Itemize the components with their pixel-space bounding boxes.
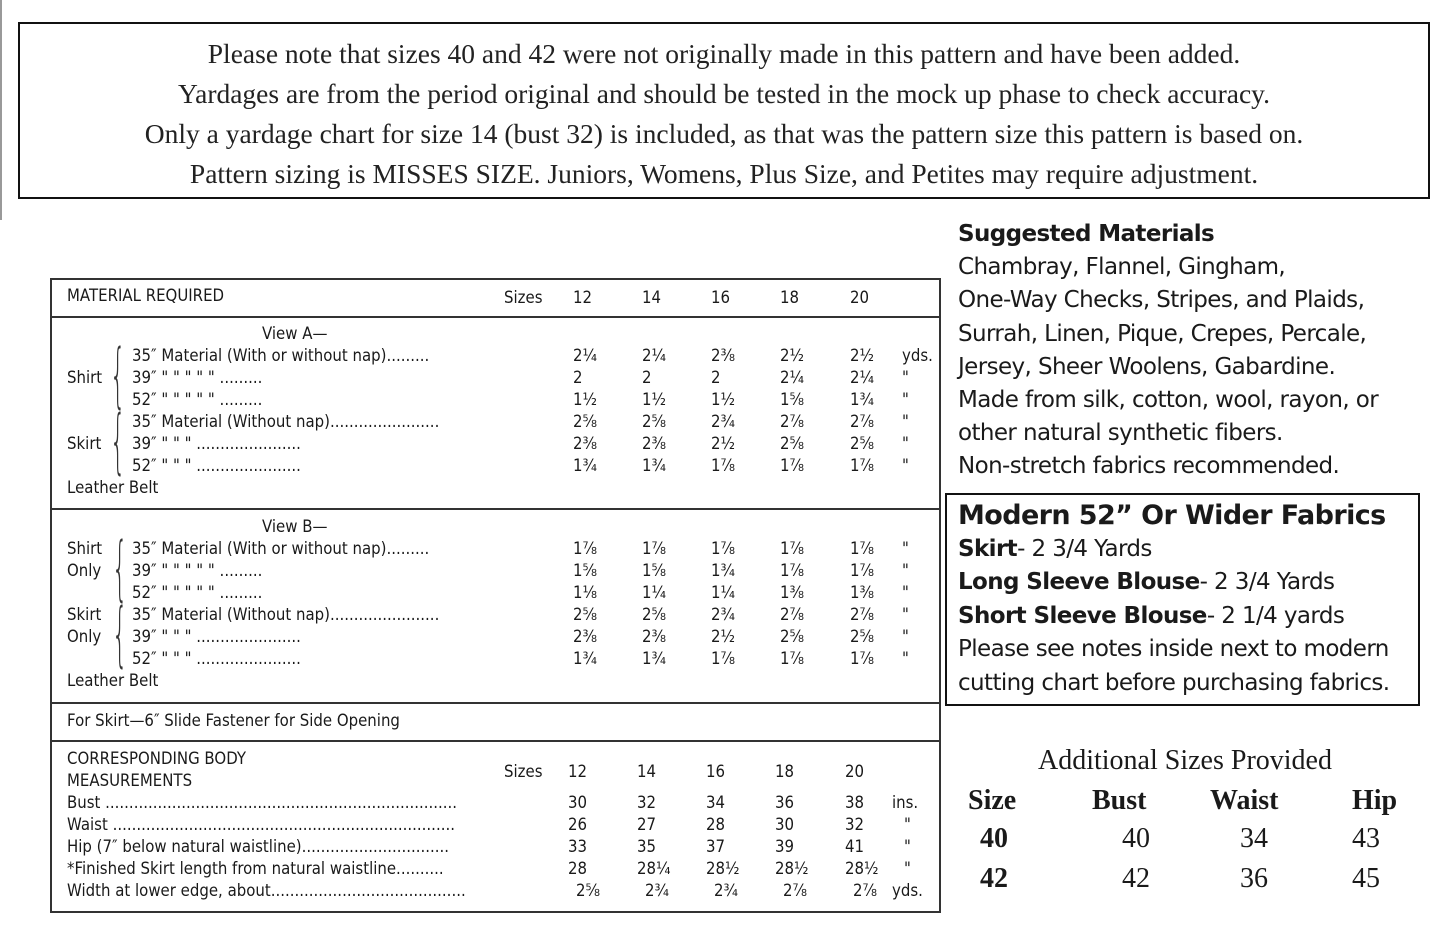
measurement-value: 26 (568, 815, 588, 835)
row-label: 35″ Material (Without nap)....................... (132, 605, 440, 625)
note-line: Only a yardage chart for size 14 (bust 32) is included, as that was the pattern size this pattern is based on. (144, 118, 1304, 149)
size-header: 16 (706, 762, 726, 782)
row-label: 52″ " " " ...................... (132, 649, 301, 669)
note-line: Pattern sizing is MISSES SIZE. Juniors, Womens, Plus Size, and Petites may require adjustment. (189, 158, 1259, 189)
yardage-value: 1¼ (642, 583, 667, 603)
measurement-label: Bust .......................................................................... (67, 793, 458, 813)
yardage-value: 2 (573, 368, 583, 388)
yardage-value: 1¾ (850, 390, 875, 410)
measurement-value: 34 (706, 793, 726, 813)
yardage-value: 1¼ (711, 583, 736, 603)
additional-cell: 45 (1352, 863, 1380, 894)
yardage-value: 2½ (780, 346, 805, 366)
brace-icon: { (112, 593, 128, 675)
unit-label: " (902, 539, 909, 559)
size-header: 18 (775, 762, 795, 782)
unit-label: " (902, 605, 909, 625)
measurement-value: 2¾ (645, 881, 670, 901)
divider (52, 508, 939, 510)
yardage-value: 2⅝ (780, 627, 805, 647)
yardage-value: 1⅜ (850, 583, 875, 603)
yardage-value: 1¾ (711, 561, 736, 581)
yardage-value: 1⅞ (850, 561, 875, 581)
measurement-value: 2⅝ (576, 881, 601, 901)
modern-title: Modern 52” Or Wider Fabrics (958, 500, 1386, 531)
suggested-line: Made from silk, cotton, wool, rayon, or (958, 387, 1379, 414)
measurement-label: Hip (7″ below natural waistline)............................... (67, 837, 450, 857)
size-header: 12 (568, 762, 588, 782)
yardage-value: 2⅝ (642, 412, 667, 432)
view-heading: View A— (262, 324, 328, 344)
yardage-value: 1⅞ (573, 539, 598, 559)
yardage-value: 1⅞ (642, 539, 667, 559)
yardage-value: 2⅜ (573, 434, 598, 454)
group-label: Shirt (67, 368, 103, 388)
unit-label: " (902, 561, 909, 581)
divider (52, 740, 939, 742)
brace-icon: { (110, 400, 126, 482)
group-label: Skirt (67, 434, 102, 454)
additional-cell: 40 (980, 823, 1008, 854)
yardage-value: 2¼ (573, 346, 598, 366)
modern-item: Short Sleeve Blouse- 2 1/4 yards (958, 602, 1345, 629)
row-label: 35″ Material (With or without nap)......... (132, 539, 430, 559)
row-label: 39″ " " " ...................... (132, 627, 301, 647)
measurement-value: 27 (637, 815, 657, 835)
size-header: 20 (845, 762, 865, 782)
unit-label: " (902, 583, 909, 603)
row-label: 39″ " " " " " ......... (132, 561, 263, 581)
divider (52, 702, 939, 704)
yardage-value: 1⅛ (573, 583, 598, 603)
yardage-value: 2¾ (711, 605, 736, 625)
additional-cell: 40 (1122, 823, 1150, 854)
sizing-note-box (18, 22, 1430, 199)
measurement-value: 28½ (775, 859, 809, 879)
yardage-value: 2¾ (711, 412, 736, 432)
leather-belt-label: Leather Belt (67, 478, 159, 498)
yardage-value: 1⅝ (780, 390, 805, 410)
table-title: MATERIAL REQUIRED (67, 286, 225, 306)
yardage-value: 2⅜ (642, 627, 667, 647)
suggested-line: Non-stretch fabrics recommended. (958, 453, 1340, 480)
yardage-value: 2⅞ (850, 605, 875, 625)
yardage-value: 2⅝ (850, 434, 875, 454)
unit-label: " (902, 649, 909, 669)
yardage-value: 1⅝ (573, 561, 598, 581)
suggested-line: Surrah, Linen, Pique, Crepes, Percale, (958, 320, 1367, 347)
row-label: 39″ " " " ...................... (132, 434, 301, 454)
unit-label: " (904, 859, 911, 879)
yardage-value: 1⅞ (850, 539, 875, 559)
yardage-value: 1⅞ (780, 649, 805, 669)
measurement-value: 39 (775, 837, 795, 857)
measurement-value: 32 (637, 793, 657, 813)
yardage-value: 2⅝ (850, 627, 875, 647)
measurement-value: 36 (775, 793, 795, 813)
body-title: MEASUREMENTS (67, 771, 193, 791)
size-header: 12 (573, 288, 593, 308)
yardage-value: 2⅝ (780, 434, 805, 454)
additional-cell: 42 (980, 863, 1008, 894)
additional-cell: 34 (1240, 823, 1268, 854)
modern-fabrics-box (945, 493, 1420, 706)
group-label: Skirt (67, 605, 102, 625)
unit-label: " (902, 390, 909, 410)
unit-label: " (904, 815, 911, 835)
size-header: 14 (642, 288, 662, 308)
yardage-value: 2¼ (850, 368, 875, 388)
divider (52, 316, 939, 318)
measurement-value: 28 (568, 859, 588, 879)
yardage-value: 1½ (711, 390, 736, 410)
measurement-value: 28 (706, 815, 726, 835)
yardage-value: 1⅞ (711, 649, 736, 669)
yardage-value: 1½ (642, 390, 667, 410)
yardage-value: 2⅞ (780, 605, 805, 625)
suggested-line: other natural synthetic fibers. (958, 420, 1283, 447)
measurement-value: 38 (845, 793, 865, 813)
suggested-materials (958, 218, 1378, 484)
unit-label: " (902, 368, 909, 388)
yardage-value: 2⅜ (573, 627, 598, 647)
modern-item: Skirt- 2 3/4 Yards (958, 535, 1152, 562)
size-header: 14 (637, 762, 657, 782)
view-heading: View B— (262, 517, 328, 537)
unit-label: ins. (892, 793, 919, 813)
yardage-value: 2¼ (642, 346, 667, 366)
suggested-line: One-Way Checks, Stripes, and Plaids, (958, 287, 1365, 314)
additional-header: Hip (1352, 785, 1398, 816)
yardage-value: 2¼ (780, 368, 805, 388)
size-header: 20 (850, 288, 870, 308)
modern-note: cutting chart before purchasing fabrics. (958, 669, 1390, 696)
measurement-value: 35 (637, 837, 657, 857)
unit-label: " (904, 837, 911, 857)
yardage-value: 1⅞ (850, 649, 875, 669)
yardage-value: 1¾ (573, 649, 598, 669)
sizes-label: Sizes (504, 288, 543, 308)
measurement-value: 28½ (706, 859, 740, 879)
yardage-value: 1⅞ (780, 539, 805, 559)
measurement-value: 32 (845, 815, 865, 835)
modern-note: Please see notes inside next to modern (958, 636, 1389, 662)
yardage-value: 1⅞ (780, 561, 805, 581)
yardage-value: 1¾ (642, 649, 667, 669)
measurement-value: 2¾ (714, 881, 739, 901)
yardage-value: 2⅝ (642, 605, 667, 625)
unit-label: " (902, 434, 909, 454)
row-label: 52″ " " " ...................... (132, 456, 301, 476)
unit-label: yds. (892, 881, 923, 901)
measurement-label: Width at lower edge, about......................................... (67, 881, 466, 901)
size-header: 16 (711, 288, 731, 308)
unit-label: yds. (902, 346, 933, 366)
additional-cell: 42 (1122, 863, 1150, 894)
yardage-value: 1½ (573, 390, 598, 410)
brace-icon: { (112, 527, 128, 609)
group-label: Shirt (67, 539, 103, 559)
additional-header: Waist (1210, 785, 1279, 816)
yardage-value: 1¾ (573, 456, 598, 476)
brace-icon: { (110, 334, 126, 416)
yardage-value: 1⅞ (711, 456, 736, 476)
unit-label: " (902, 456, 909, 476)
yardage-value: 2 (642, 368, 652, 388)
yardage-value: 1⅞ (780, 456, 805, 476)
modern-item: Long Sleeve Blouse- 2 3/4 Yards (958, 569, 1335, 595)
group-label: Only (67, 627, 102, 647)
row-label: 52″ " " " " " ......... (132, 390, 263, 410)
measurement-value: 2⅞ (853, 881, 878, 901)
yardage-value: 1⅜ (780, 583, 805, 603)
measurement-value: 30 (568, 793, 588, 813)
yardage-value: 2⅜ (711, 346, 736, 366)
yardage-value: 2½ (850, 346, 875, 366)
additional-cell: 36 (1240, 863, 1268, 894)
yardage-value: 1⅞ (711, 539, 736, 559)
suggested-line: Chambray, Flannel, Gingham, (958, 254, 1286, 281)
measurement-value: 33 (568, 837, 588, 857)
measurement-label: Waist ........................................................................ (67, 815, 455, 835)
additional-header: Size (968, 785, 1017, 816)
yardage-value: 2½ (711, 627, 736, 647)
unit-label: " (902, 627, 909, 647)
additional-sizes (960, 745, 1420, 907)
unit-label: " (902, 412, 909, 432)
yardage-value: 2½ (711, 434, 736, 454)
yardage-value: 2⅞ (850, 412, 875, 432)
measurement-value: 30 (775, 815, 795, 835)
yardage-value: 2⅜ (642, 434, 667, 454)
size-header: 18 (780, 288, 800, 308)
body-title: CORRESPONDING BODY (67, 749, 247, 769)
yardage-value: 1⅝ (642, 561, 667, 581)
measurement-value: 41 (845, 837, 865, 857)
group-label: Only (67, 561, 102, 581)
measurement-value: 2⅞ (783, 881, 808, 901)
row-label: 52″ " " " " " ......... (132, 583, 263, 603)
suggested-line: Jersey, Sheer Woolens, Gabardine. (958, 353, 1336, 380)
measurement-value: 28¼ (637, 859, 671, 879)
row-label: 35″ Material (With or without nap)......... (132, 346, 430, 366)
yardage-value: 2⅝ (573, 605, 598, 625)
note-line: Please note that sizes 40 and 42 were not originally made in this pattern and have been added. (207, 38, 1241, 69)
row-label: 35″ Material (Without nap)....................... (132, 412, 440, 432)
row-label: 39″ " " " " " ......... (132, 368, 263, 388)
yardage-value: 1⅞ (850, 456, 875, 476)
yardage-value: 2 (711, 368, 721, 388)
leather-belt-label: Leather Belt (67, 671, 159, 691)
sizes-label: Sizes (504, 762, 543, 782)
fastener-note: For Skirt—6″ Slide Fastener for Side Opening (67, 711, 400, 731)
page-edge (0, 0, 2, 220)
additional-header: Bust (1092, 785, 1147, 816)
yardage-value: 2⅞ (780, 412, 805, 432)
measurement-label: *Finished Skirt length from natural waistline.......... (67, 859, 444, 879)
note-line: Yardages are from the period original and should be tested in the mock up phase to check accuracy. (178, 78, 1270, 109)
additional-cell: 43 (1352, 823, 1380, 854)
material-required-table (50, 278, 941, 913)
yardage-value: 1¾ (642, 456, 667, 476)
suggested-title: Suggested Materials (958, 221, 1215, 247)
yardage-value: 2⅝ (573, 412, 598, 432)
measurement-value: 28½ (845, 859, 879, 879)
measurement-value: 37 (706, 837, 726, 857)
additional-title: Additional Sizes Provided (1038, 745, 1332, 776)
